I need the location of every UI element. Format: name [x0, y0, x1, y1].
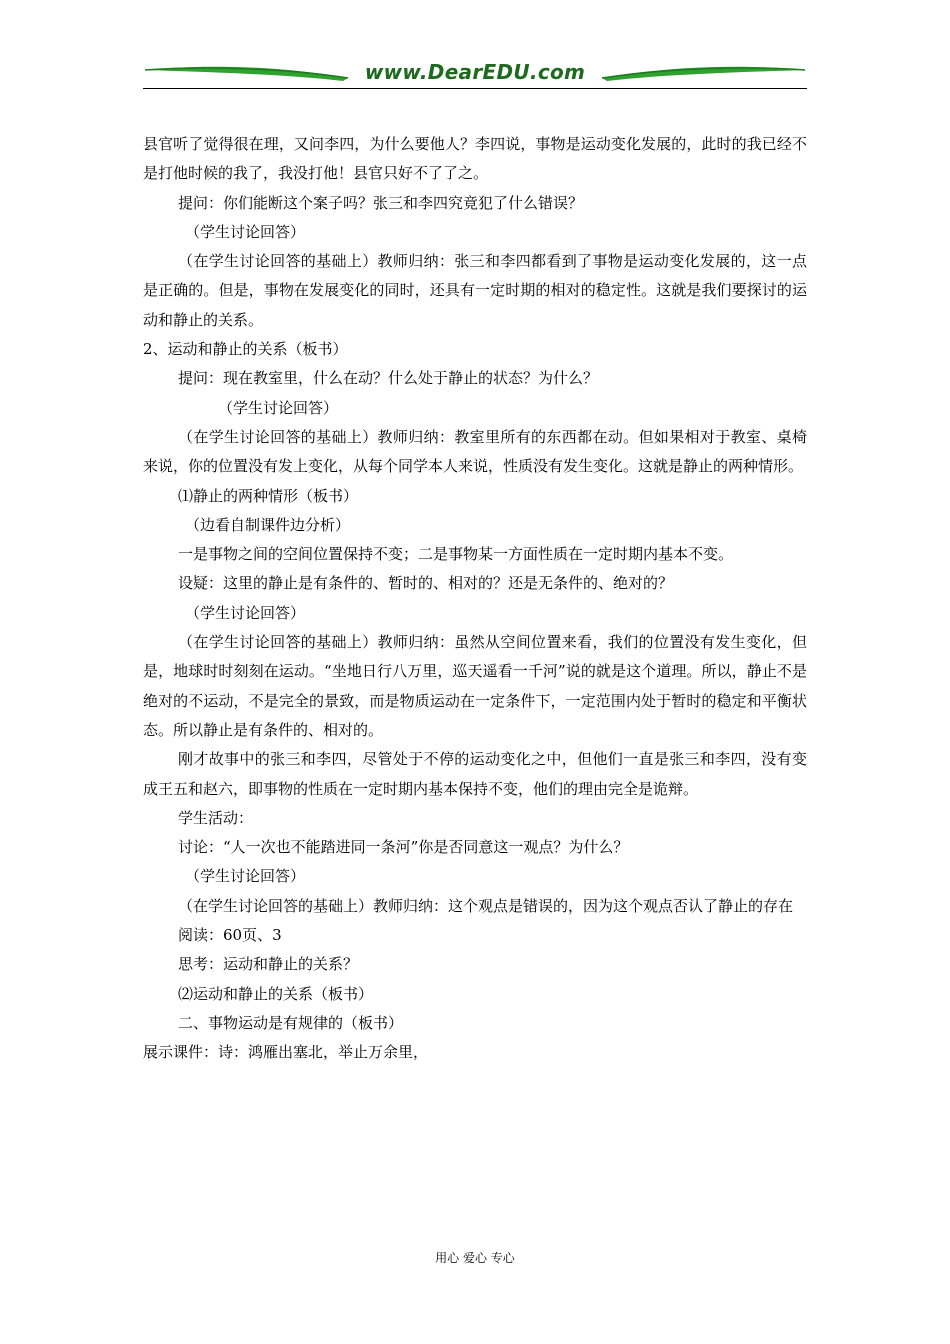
paragraph: 县官听了觉得很在理，又问李四，为什么要他人？李四说，事物是运动变化发展的，此时的我已经不是打他时候的我了，我没打他！县官只好不了了之。 [143, 135, 807, 183]
paragraph: （边看自制课件边分析） [185, 515, 351, 534]
paragraph: （在学生讨论回答的基础上）教师归纳：教室里所有的东西都在动。但如果相对于教室、桌椅来说，你的位置没有发上变化，从每个同学本人来说，性质没有发生变化。这就是静止的两种情形。 [143, 427, 807, 476]
page-footer: 用心 爱心 专心 [435, 1251, 515, 1265]
paragraph: 提问：你们能断这个案子吗？张三和李四究竟犯了什么错误？ [178, 193, 584, 212]
paragraph: （在学生讨论回答的基础上）教师归纳：虽然从空间位置来看，我们的位置没有发生变化，但是，地球时时刻刻在运动。“坐地日行八万里，巡天遥看一千河”说的就是这个道理。所以，静止不是绝对的不运动，不是完全的景致，而是物质运动在一定条件下，一定范围内处于暂时的稳定和平衡状态。所以静止是有条件的、相对的。 [143, 633, 807, 739]
paragraph: （学生讨论回答） [185, 603, 306, 622]
subsection-heading: ⑴静止的两种情形（板书） [178, 486, 359, 505]
page-header [143, 56, 807, 92]
section-heading: 2、运动和静止的关系（板书） [143, 340, 348, 359]
subsection-heading: ⑵运动和静止的关系（板书） [178, 984, 374, 1003]
paragraph: 一是事物之间的空间位置保持不变；二是事物某一方面性质在一定时期内基本不变。 [178, 545, 734, 564]
paragraph: 学生活动： [178, 808, 254, 827]
paragraph: 展示课件：诗：鸿雁出塞北，举止万余里， [143, 1043, 429, 1062]
paragraph: （在学生讨论回答的基础上）教师归纳：这个观点是错误的，因为这个观点否认了静止的存在 [178, 896, 794, 915]
paragraph: 思考：运动和静止的关系？ [178, 955, 359, 974]
section-heading: 二、事物运动是有规律的（板书） [178, 1013, 404, 1032]
paragraph: 提问：现在教室里，什么在动？什么处于静止的状态？为什么？ [178, 369, 599, 388]
paragraph: 刚才故事中的张三和李四，尽管处于不停的运动变化之中，但他们一直是张三和李四，没有变成王五和赵六，即事物的性质在一定时期内基本保持不变，他们的理由完全是诡辩。 [143, 750, 807, 798]
paragraph: 阅读：60页、3 [178, 926, 282, 945]
paragraph: 设疑：这里的静止是有条件的、暂时的、相对的？还是无条件的、绝对的？ [178, 574, 674, 593]
paragraph: （学生讨论回答） [185, 867, 306, 886]
site-logo-text: www.DearEDU.com [359, 60, 591, 84]
paragraph: （学生讨论回答） [218, 398, 339, 417]
document-body [143, 130, 807, 1068]
paragraph: （学生讨论回答） [185, 222, 306, 241]
paragraph: （在学生讨论回答的基础上）教师归纳：张三和李四都看到了事物是运动变化发展的，这一点是正确的。但是，事物在发展变化的同时，还具有一定时期的相对的稳定性。这就是我们要探讨的运动和静止的关系。 [143, 252, 807, 329]
paragraph: 讨论：“人一次也不能踏进同一条河”你是否同意这一观点？为什么？ [178, 838, 629, 857]
header-divider [143, 88, 807, 89]
